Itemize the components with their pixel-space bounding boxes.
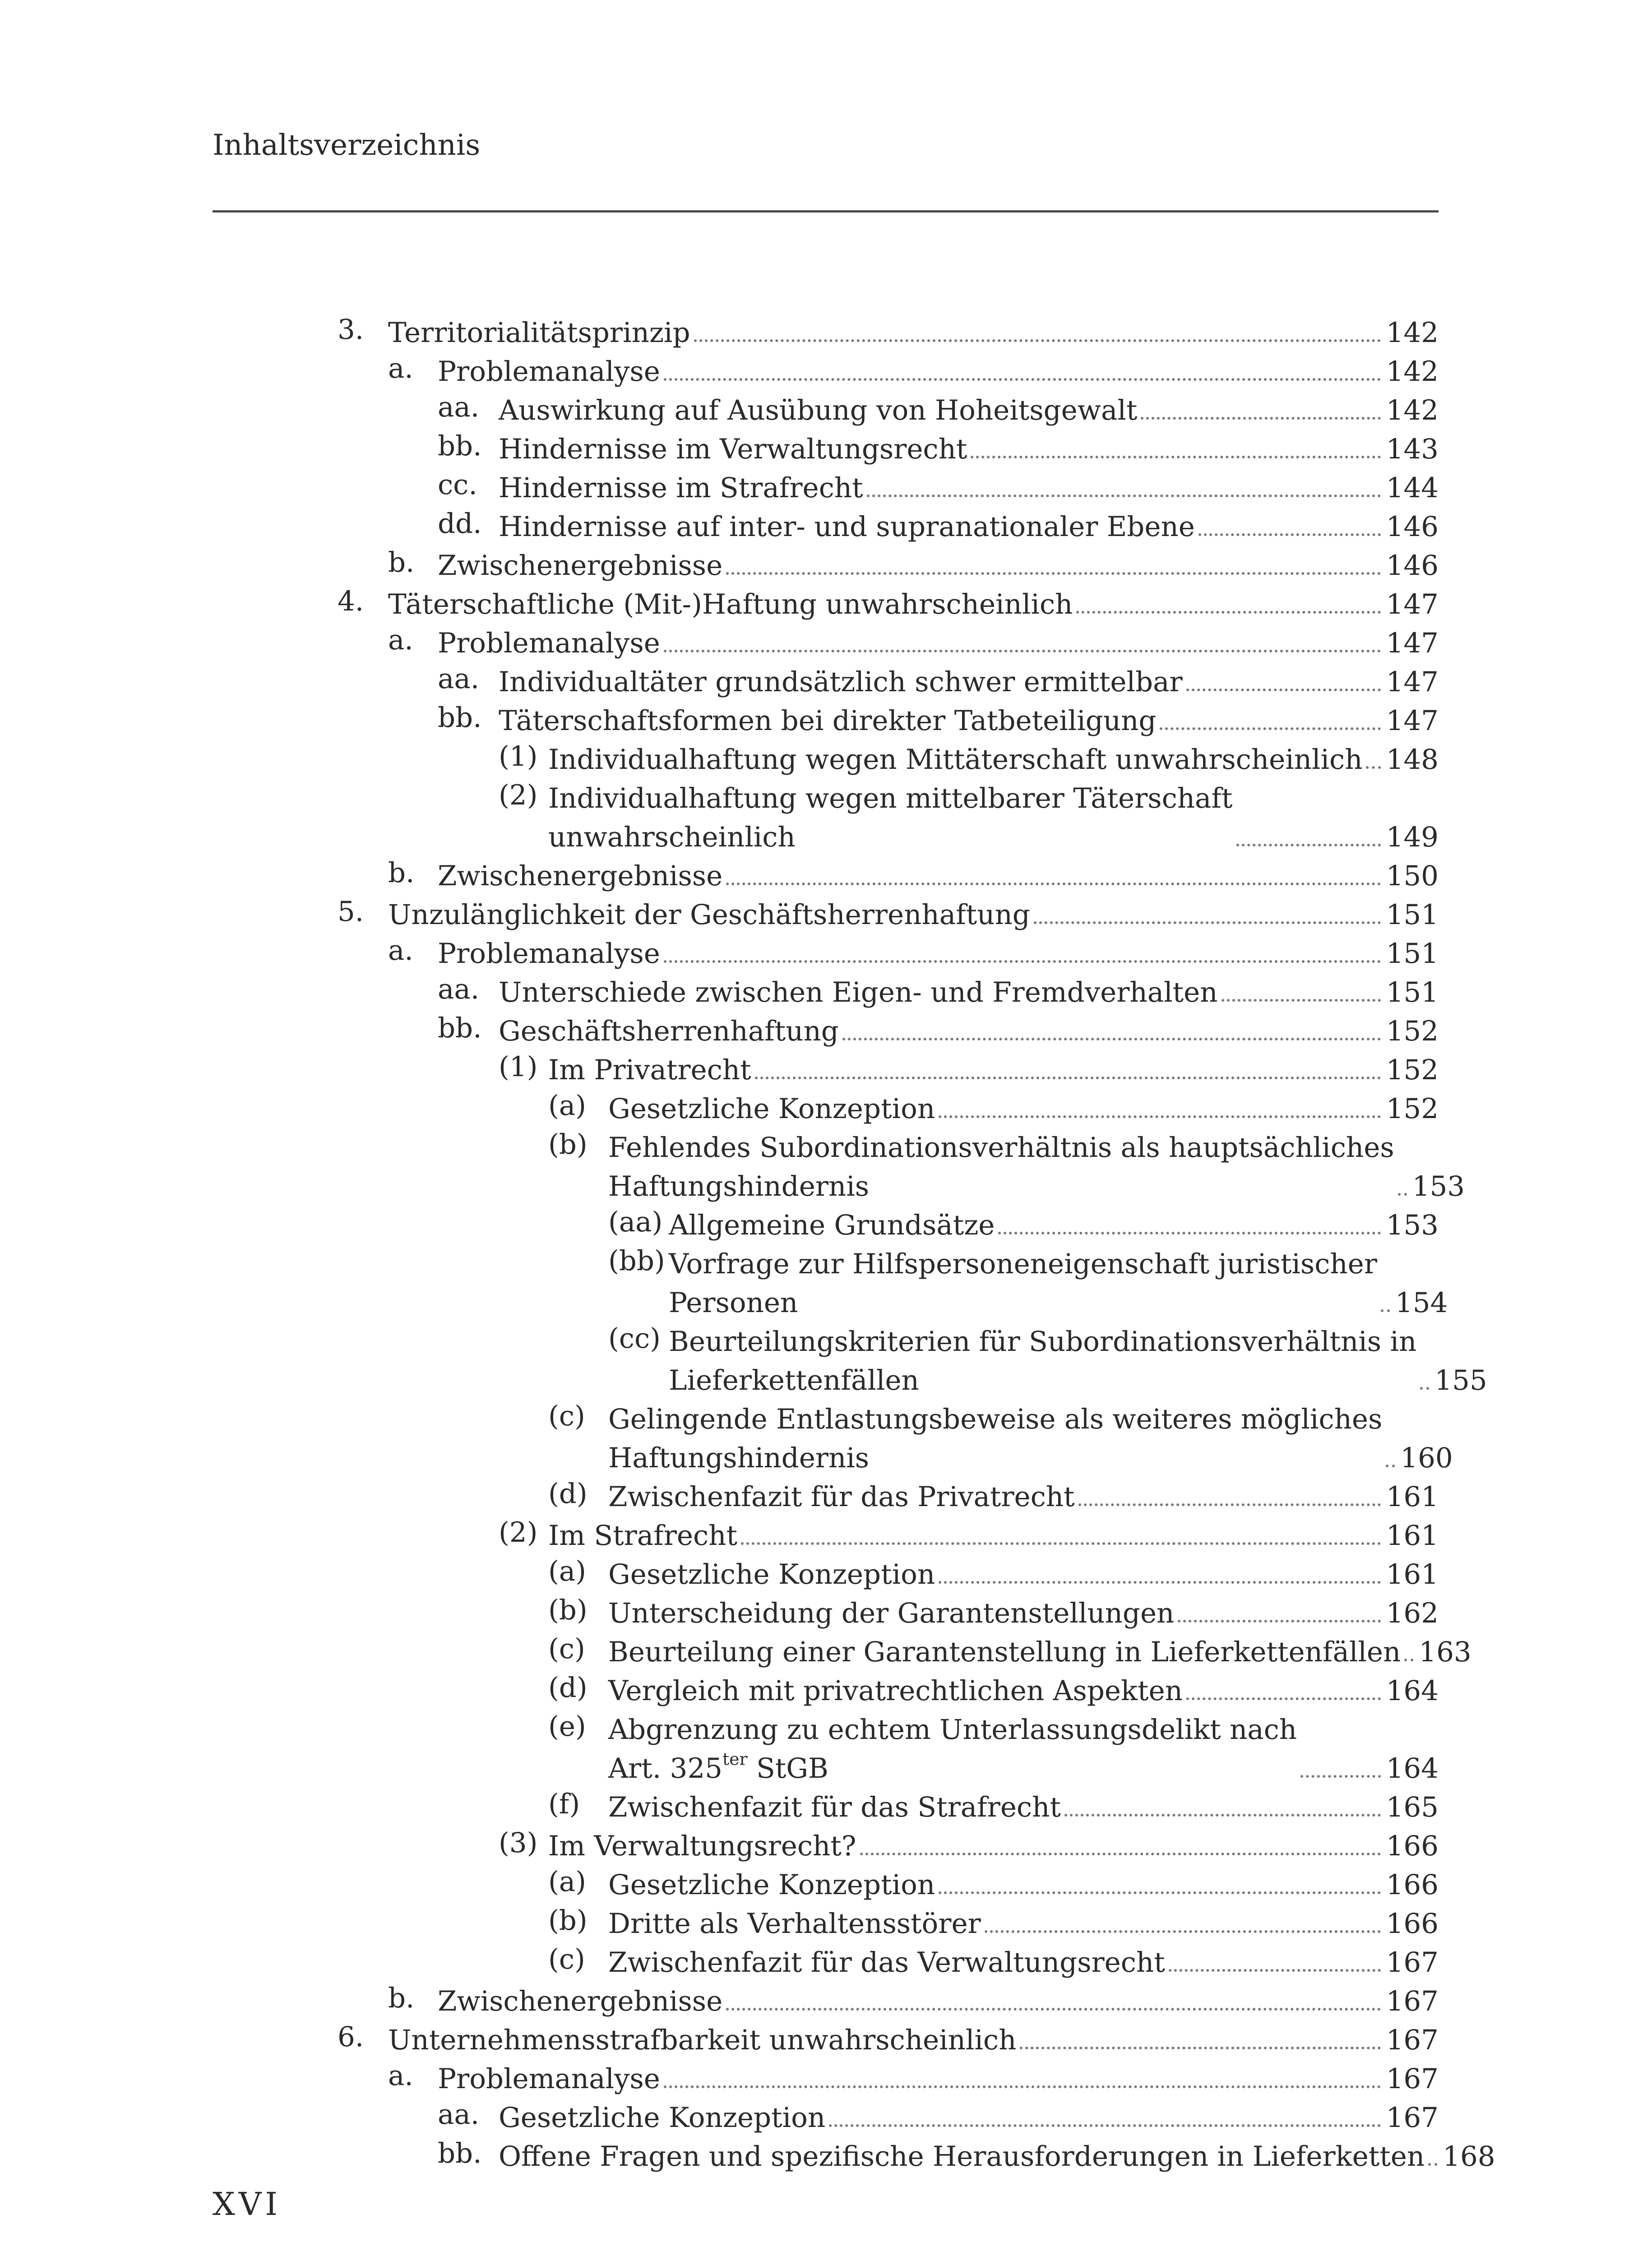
toc-entry-number: dd. — [438, 508, 482, 540]
toc-entry-title: Auswirkung auf Ausübung von Hoheitsgewalt — [499, 394, 1138, 426]
toc-entry-page: 165 — [1386, 1791, 1439, 1823]
dot-leader — [1169, 1969, 1381, 1972]
toc-entry-page: 153 — [1386, 1209, 1439, 1241]
toc-entry-number: (1) — [499, 740, 538, 772]
toc-entry[interactable] — [608, 1239, 1448, 1319]
toc-entry-title: Individualtäter grundsätzlich schwer ermittelbar — [499, 666, 1183, 698]
toc-entry-number: bb. — [438, 2137, 482, 2169]
toc-entry-number: bb. — [438, 430, 482, 462]
toc-entry-page: 167 — [1386, 2024, 1439, 2056]
toc-entry-title: Unterschiede zwischen Eigen- und Fremdverhalten — [499, 976, 1218, 1008]
dot-leader — [1034, 921, 1381, 924]
toc-entry-page: 160 — [1400, 1442, 1453, 1474]
toc-entry[interactable] — [608, 1317, 1487, 1396]
toc-entry-title-continuation: Haftungshindernis — [608, 1442, 870, 1474]
toc-entry-title: Zwischenergebnisse — [438, 860, 723, 892]
toc-entry[interactable] — [388, 1976, 1439, 2017]
dot-leader — [1199, 533, 1381, 536]
toc-entry-page: 151 — [1386, 938, 1439, 970]
toc-entry[interactable] — [438, 2093, 1439, 2134]
toc-entry-page: 167 — [1386, 2102, 1439, 2134]
toc-entry[interactable] — [388, 347, 1439, 388]
toc-entry[interactable] — [548, 1123, 1465, 1202]
toc-entry-number: (1) — [499, 1051, 538, 1083]
toc-entry[interactable] — [338, 308, 1439, 349]
toc-entry-number: aa. — [438, 391, 480, 423]
header-rule — [213, 210, 1439, 213]
toc-entry-title: Täterschaftsformen bei direkter Tatbeteiligung — [499, 705, 1157, 737]
toc-entry-number: 3. — [338, 314, 364, 346]
dot-leader — [1398, 1193, 1407, 1196]
statute-reference: Art. 325 — [608, 1752, 722, 1784]
toc-entry-title: Abgrenzung zu echtem Unterlassungsdelikt nach — [608, 1714, 1297, 1746]
toc-entry[interactable] — [438, 502, 1439, 543]
toc-entry-page: 167 — [1386, 1946, 1439, 1979]
toc-entry-title-continuation: unwahrscheinlich — [548, 821, 796, 853]
toc-entry[interactable] — [438, 2131, 1495, 2173]
toc-entry-page: 147 — [1386, 627, 1439, 659]
toc-entry-title: Unternehmensstrafbarkeit unwahrscheinlich — [388, 2024, 1017, 2056]
toc-entry-page: 167 — [1386, 1985, 1439, 2017]
toc-entry-title: Zwischenergebnisse — [438, 1985, 723, 2017]
toc-entry-title: Hindernisse im Verwaltungsrecht — [499, 433, 967, 465]
statute-code: StGB — [747, 1752, 828, 1784]
dot-leader — [829, 2124, 1380, 2127]
toc-entry-page: 152 — [1386, 1093, 1439, 1125]
toc-entry-number: a. — [388, 352, 413, 384]
toc-entry-page: 149 — [1386, 821, 1439, 853]
toc-entry-page: 166 — [1386, 1908, 1439, 1940]
toc-entry[interactable] — [548, 1472, 1439, 1513]
toc-entry-number: (c) — [548, 1400, 585, 1432]
toc-entry[interactable] — [608, 1200, 1439, 1241]
dot-leader — [939, 1891, 1380, 1894]
dot-leader — [1366, 766, 1380, 769]
toc-entry-number: 5. — [338, 896, 364, 928]
toc-entry-title: Geschäftsherrenhaftung — [499, 1015, 839, 1047]
dot-leader — [1020, 2047, 1380, 2049]
toc-entry-title: Zwischenergebnisse — [438, 550, 723, 582]
toc-entry-page: 146 — [1386, 511, 1439, 543]
dot-leader — [1186, 1697, 1381, 1700]
dot-leader — [1064, 1814, 1381, 1817]
toc-entry-title: Vergleich mit privatrechtlichen Aspekten — [608, 1675, 1183, 1707]
toc-entry[interactable] — [388, 618, 1439, 659]
toc-entry-number: (2) — [499, 1516, 538, 1549]
dot-leader — [1420, 1387, 1429, 1390]
dot-leader — [998, 1232, 1380, 1234]
toc-entry[interactable] — [548, 1666, 1439, 1707]
toc-entry-page: 162 — [1386, 1597, 1439, 1629]
dot-leader — [1236, 844, 1381, 846]
dot-leader — [971, 456, 1380, 458]
dot-leader — [726, 2008, 1380, 2011]
dot-leader — [694, 339, 1381, 342]
toc-entry-title: Offene Fragen und spezifische Herausforderungen in Lieferketten — [499, 2140, 1425, 2173]
toc-entry-number: aa. — [438, 973, 480, 1005]
toc-entry-title: Dritte als Verhaltensstörer — [608, 1908, 981, 1940]
toc-entry-title: Gesetzliche Konzeption — [608, 1869, 935, 1901]
toc-entry-title: Vorfrage zur Hilfspersoneneigenschaft juristischer — [669, 1248, 1377, 1280]
toc-entry[interactable] — [438, 657, 1439, 698]
dot-leader — [1178, 1620, 1380, 1623]
toc-entry-page: 164 — [1386, 1752, 1439, 1784]
dot-leader — [1381, 1309, 1390, 1312]
toc-entry-title: Problemanalyse — [438, 938, 660, 970]
toc-entry-page: 153 — [1412, 1170, 1465, 1202]
toc-entry-page: 147 — [1386, 666, 1439, 698]
dot-leader — [867, 495, 1381, 497]
toc-entry[interactable] — [338, 2015, 1439, 2056]
toc-entry[interactable] — [499, 773, 1439, 853]
toc-entry-page: 142 — [1386, 356, 1439, 388]
dot-leader — [741, 1542, 1381, 1545]
toc-entry-title: Problemanalyse — [438, 2063, 660, 2095]
toc-entry-page: 151 — [1386, 899, 1439, 931]
toc-entry-number: (aa) — [608, 1206, 663, 1238]
toc-entry-number: aa. — [438, 663, 480, 695]
toc-entry-title: Problemanalyse — [438, 627, 660, 659]
dot-leader — [726, 883, 1380, 885]
toc-entry[interactable] — [338, 579, 1439, 620]
statute-superscript: ter — [722, 1749, 748, 1769]
toc-entry-number: b. — [388, 1982, 415, 2014]
toc-entry[interactable] — [438, 1006, 1439, 1047]
toc-entry[interactable] — [499, 1045, 1439, 1086]
dot-leader — [664, 2085, 1381, 2088]
toc-entry[interactable] — [548, 1549, 1439, 1590]
dot-leader — [664, 650, 1381, 652]
toc-entry[interactable] — [548, 1705, 1439, 1784]
toc-entry[interactable] — [438, 696, 1439, 737]
dot-leader — [1222, 999, 1381, 1002]
toc-entry-title: Im Privatrecht — [548, 1054, 751, 1086]
toc-entry[interactable] — [548, 1860, 1439, 1901]
dot-leader — [985, 1930, 1381, 1933]
toc-entry-page: 142 — [1386, 394, 1439, 426]
toc-entry-number: (f) — [548, 1788, 580, 1820]
toc-entry-number: (e) — [548, 1710, 586, 1743]
toc-entry-page: 146 — [1386, 550, 1439, 582]
toc-entry[interactable] — [499, 1821, 1439, 1862]
toc-entry-title: Fehlendes Subordinationsverhältnis als hauptsächliches — [608, 1132, 1394, 1164]
toc-entry-title: Gesetzliche Konzeption — [608, 1093, 935, 1125]
toc-entry-number: 4. — [338, 585, 364, 617]
dot-leader — [1428, 2163, 1437, 2166]
toc-entry-number: (a) — [548, 1555, 586, 1587]
toc-entry-page: 147 — [1386, 588, 1439, 620]
toc-entry-page: 161 — [1386, 1558, 1439, 1590]
dot-leader — [1300, 1775, 1380, 1778]
toc-entry-title-continuation: Haftungshindernis — [608, 1170, 870, 1202]
toc-entry[interactable] — [548, 1588, 1439, 1629]
toc-entry-page: 152 — [1386, 1015, 1439, 1047]
toc-entry-number: (bb) — [608, 1245, 665, 1277]
toc-entry-title: Zwischenfazit für das Verwaltungsrecht — [608, 1946, 1165, 1979]
toc-entry-number: (a) — [548, 1090, 586, 1122]
dot-leader — [664, 960, 1381, 963]
dot-leader — [860, 1853, 1381, 1855]
dot-leader — [1404, 1659, 1413, 1661]
toc-entry-page: 161 — [1386, 1481, 1439, 1513]
toc-entry-number: (d) — [548, 1478, 588, 1510]
toc-entry-title: Im Strafrecht — [548, 1520, 737, 1552]
toc-entry-number: (3) — [499, 1827, 538, 1859]
toc-entry-page: 148 — [1386, 744, 1439, 776]
toc-entry-number: (a) — [548, 1866, 586, 1898]
toc-entry-number: cc. — [438, 469, 477, 501]
toc-entry-number: b. — [388, 857, 415, 889]
toc-entry-page: 150 — [1386, 860, 1439, 892]
toc-entry[interactable] — [438, 385, 1439, 426]
toc-entry[interactable] — [548, 1782, 1439, 1823]
toc-entry-number: (cc) — [608, 1322, 661, 1355]
toc-entry-title: Territorialitätsprinzip — [388, 317, 690, 349]
running-head-title: Inhaltsverzeichnis — [213, 129, 481, 162]
toc-entry[interactable] — [388, 2054, 1439, 2095]
toc-entry-page: 151 — [1386, 976, 1439, 1008]
dot-leader — [842, 1038, 1381, 1040]
toc-entry-number: (b) — [548, 1128, 588, 1160]
toc-entry-title: Zwischenfazit für das Privatrecht — [608, 1481, 1075, 1513]
toc-entry[interactable] — [548, 1627, 1472, 1668]
toc-entry-title: Individualhaftung wegen mittelbarer Täterschaft — [548, 782, 1233, 814]
toc-entry-title: Gelingende Entlastungsbeweise als weiteres mögliches — [608, 1403, 1383, 1435]
dot-leader — [664, 378, 1381, 381]
toc-entry-page: 144 — [1386, 472, 1439, 504]
toc-entry-page: 163 — [1419, 1636, 1472, 1668]
toc-entry-page: 166 — [1386, 1869, 1439, 1901]
toc-entry-number: (b) — [548, 1905, 588, 1937]
toc-entry-page: 152 — [1386, 1054, 1439, 1086]
toc-entry-page: 166 — [1386, 1830, 1439, 1862]
toc-entry-title: Täterschaftliche (Mit-)Haftung unwahrscheinlich — [388, 588, 1073, 620]
toc-entry-page: 155 — [1435, 1364, 1487, 1396]
toc-entry-number: b. — [388, 546, 415, 578]
dot-leader — [726, 572, 1380, 575]
dot-leader — [755, 1077, 1381, 1079]
toc-entry[interactable] — [438, 463, 1439, 504]
toc-entry-page: 161 — [1386, 1520, 1439, 1552]
dot-leader — [939, 1115, 1380, 1118]
toc-entry[interactable] — [548, 1937, 1439, 1979]
toc-entry-number: aa. — [438, 2099, 480, 2131]
toc-entry-title: Hindernisse im Strafrecht — [499, 472, 863, 504]
toc-entry-title: Individualhaftung wegen Mittäterschaft unwahrscheinlich — [548, 744, 1363, 776]
dot-leader — [1160, 727, 1380, 730]
toc-entry[interactable] — [548, 1899, 1439, 1940]
toc-entry[interactable] — [438, 424, 1439, 465]
toc-entry-title: Unterscheidung der Garantenstellungen — [608, 1597, 1175, 1629]
toc-entry-title: Beurteilung einer Garantenstellung in Lieferkettenfällen — [608, 1636, 1401, 1668]
dot-leader — [1141, 417, 1380, 420]
toc-entry-title: Gesetzliche Konzeption — [608, 1558, 935, 1590]
toc-entry[interactable] — [499, 1511, 1439, 1552]
toc-entry-number: 6. — [338, 2021, 364, 2053]
toc-entry-title-continuation: Personen — [669, 1287, 798, 1319]
toc-entry-number: (2) — [499, 779, 538, 811]
dot-leader — [1078, 1503, 1381, 1506]
toc-entry-number: (b) — [548, 1594, 588, 1626]
toc-entry[interactable] — [338, 890, 1439, 931]
toc-entry-page: 164 — [1386, 1675, 1439, 1707]
toc-entry-title: Gesetzliche Konzeption — [499, 2102, 826, 2134]
toc-entry-title-continuation: Lieferkettenfällen — [669, 1364, 919, 1396]
toc-entry-title: Allgemeine Grundsätze — [669, 1209, 995, 1241]
toc-entry-number: a. — [388, 934, 413, 966]
toc-entry[interactable] — [499, 735, 1439, 776]
toc-entry[interactable] — [548, 1394, 1453, 1474]
toc-entry[interactable] — [388, 541, 1439, 582]
dot-leader — [1076, 611, 1380, 614]
toc-entry[interactable] — [548, 1084, 1439, 1125]
toc-entry-title: Hindernisse auf inter- und supranationaler Ebene — [499, 511, 1195, 543]
dot-leader — [1186, 689, 1381, 691]
toc-entry-page: 143 — [1386, 433, 1439, 465]
toc-entry-title: Beurteilungskriterien für Subordinationsverhältnis in — [669, 1326, 1417, 1358]
toc-entry-title: Im Verwaltungsrecht? — [548, 1830, 856, 1862]
page-number: XVI — [213, 2186, 282, 2223]
toc-entry-page: 154 — [1395, 1287, 1448, 1319]
toc-entry-title-continuation — [608, 1749, 1297, 1784]
toc-entry-number: bb. — [438, 1012, 482, 1044]
toc-entry-number: bb. — [438, 702, 482, 734]
toc-entry-title: Problemanalyse — [438, 356, 660, 388]
toc-entry-page: 167 — [1386, 2063, 1439, 2095]
toc-entry-title: Unzulänglichkeit der Geschäftsherrenhaftung — [388, 899, 1030, 931]
toc-entry[interactable] — [438, 967, 1439, 1008]
toc-entry-page: 147 — [1386, 705, 1439, 737]
dot-leader — [1386, 1465, 1395, 1467]
toc-entry-number: a. — [388, 2060, 413, 2092]
toc-entry[interactable] — [388, 929, 1439, 970]
toc-entry-number: (d) — [548, 1672, 588, 1704]
toc-entry-page: 142 — [1386, 317, 1439, 349]
toc-entry-title: Zwischenfazit für das Strafrecht — [608, 1791, 1061, 1823]
toc-entry-number: (c) — [548, 1633, 585, 1665]
toc-entry-number: (c) — [548, 1943, 585, 1975]
toc-entry-page: 168 — [1443, 2140, 1495, 2173]
toc-entry[interactable] — [388, 851, 1439, 892]
dot-leader — [939, 1581, 1380, 1584]
toc-entry-number: a. — [388, 624, 413, 656]
